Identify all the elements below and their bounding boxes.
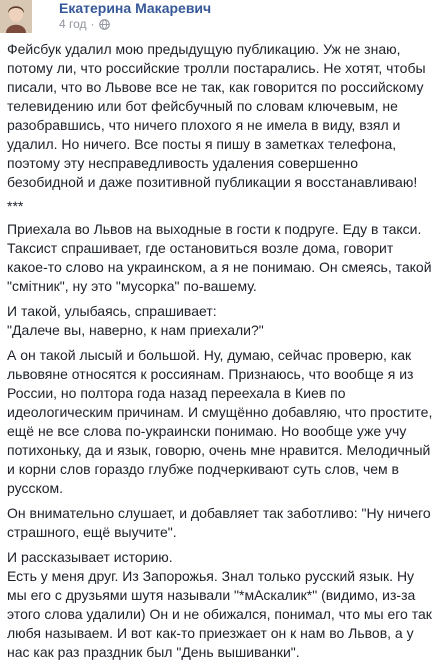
post-paragraph-3: И такой, улыбаясь, спрашивает: "Далече вы, наверно, к нам приехали?" (7, 303, 264, 338)
post-header (0, 0, 439, 40)
globe-icon[interactable] (99, 19, 110, 30)
post-paragraph-4: А он такой лысый и большой. Ну, думаю, сейчас проверю, как львовяне относятся к россиянам. Признаюсь, что вообще я из России, но полтора года назад переехала в Киев по идеологическим причинам. И смущённо добавляю, что простите, ещё не все слова по-украински понимаю. Но вообще уже учу потихоньку, да и язык, говорю, очень мне нравится. Мелодичный и корни слов гораздо глубже подчеркивают суть слов, чем в русском. (7, 347, 433, 496)
post-paragraph-2: Приехала во Львов на выходные в гости к подруге. Еду в такси. Таксист спрашивает, где остановиться возле дома, говорит какое-то слово на украинском, а я не понимаю. Он смеясь, такой "смітник", ну это "мусорка" по-вашему. (7, 221, 432, 294)
author-avatar[interactable] (0, 0, 32, 33)
post-paragraph-1: Фейсбук удалил мою предыдущую публикацию. Уж не знаю, потому ли, что российские тролли постарались. Не хотят, чтобы писали, что во Львове все не так, как говорится по российскому телевидению или бот фейсбучный по словам ключевым, не разобравшись, что ничего плохого я не имела в виду, взял и удалил. Но ничего. Все посты я пишу в заметках телефона, поэтому эту несправедливость удаления совершенно безобидной и даже позитивной публикации я восстанавливаю! (7, 41, 426, 190)
post-paragraph-5: Он внимательно слушает, и добавляет так заботливо: "Ну ничего страшного, ещё выучите". (7, 505, 431, 540)
post-separator: *** (7, 198, 24, 214)
post-body (7, 40, 435, 668)
author-name[interactable]: Екатерина Макаревич (59, 0, 212, 16)
post-meta (59, 16, 110, 32)
post-paragraph-6: И рассказывает историю. Есть у меня друг. Из Запорожья. Знал только русский язык. Ну мы его с друзьями шутя называли "*мАскалик*" (видимо, из-за этого слова удалили) Он и не обижался, понимал, что мы его так любя называем. И вот как-то приезжает он к нам во Львов, а у нас как раз праздник был "День вышиванки". (7, 549, 432, 660)
post-timestamp[interactable]: 4 год (59, 17, 87, 31)
meta-separator: · (90, 17, 95, 31)
avatar-photo-icon (0, 0, 32, 33)
